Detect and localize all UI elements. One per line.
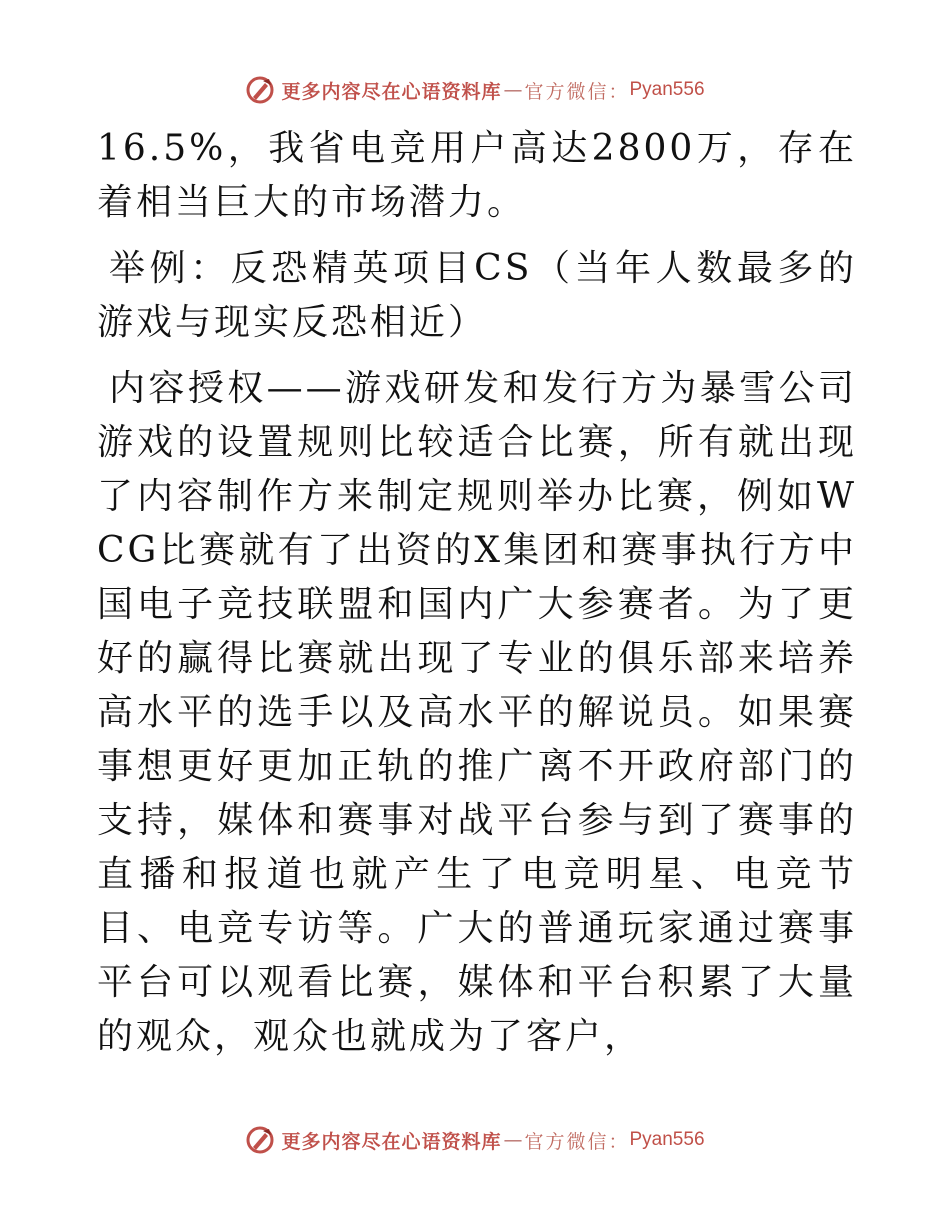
watermark-dash: — bbox=[503, 1129, 523, 1151]
paragraph-market: 16.5%，我省电竞用户高达2800万，存在着相当巨大的市场潜力。 bbox=[97, 128, 857, 223]
pen-logo-icon bbox=[245, 75, 275, 105]
watermark-wechat-id: Pyan556 bbox=[629, 79, 705, 100]
paragraph-licensing: 内容授权——游戏研发和发行方为暴雪公司游戏的设置规则比较适合比赛，所有就出现了内容制作方来制定规则举办比赛，例如WCG比赛就有了出资的X集团和赛事执行方中国电子竞技联盟和国内广大参赛者。为了更好的赢得比赛就出现了专业的俱乐部来培养高水平的选手以及高水平的解说员。如果赛事想更好更加正轨的推广离不开政府部门的支持，媒体和赛事对战平台参与到了赛事的直播和报道也就产生了电竞明星、电竞节目、电竞专访等。广大的普通玩家通过赛事平台可以观看比赛，媒体和平台积累了大量的观众，观众也就成为了客户， bbox=[97, 368, 857, 1057]
footer-watermark bbox=[0, 1120, 950, 1160]
header-watermark bbox=[0, 70, 950, 110]
watermark-main-text: 更多内容尽在心语资料库 bbox=[281, 1130, 502, 1153]
watermark-wechat-label: 官方微信： bbox=[524, 1130, 630, 1153]
pen-logo-icon bbox=[245, 1125, 275, 1155]
document-body bbox=[97, 122, 857, 1076]
paragraph-example: 举例：反恐精英项目CS（当年人数最多的游戏与现实反恐相近） bbox=[97, 248, 857, 343]
watermark-dash: — bbox=[503, 79, 523, 101]
watermark-wechat-label: 官方微信： bbox=[524, 80, 630, 103]
watermark-main-text: 更多内容尽在心语资料库 bbox=[281, 80, 502, 103]
watermark-wechat-id: Pyan556 bbox=[629, 1129, 705, 1150]
